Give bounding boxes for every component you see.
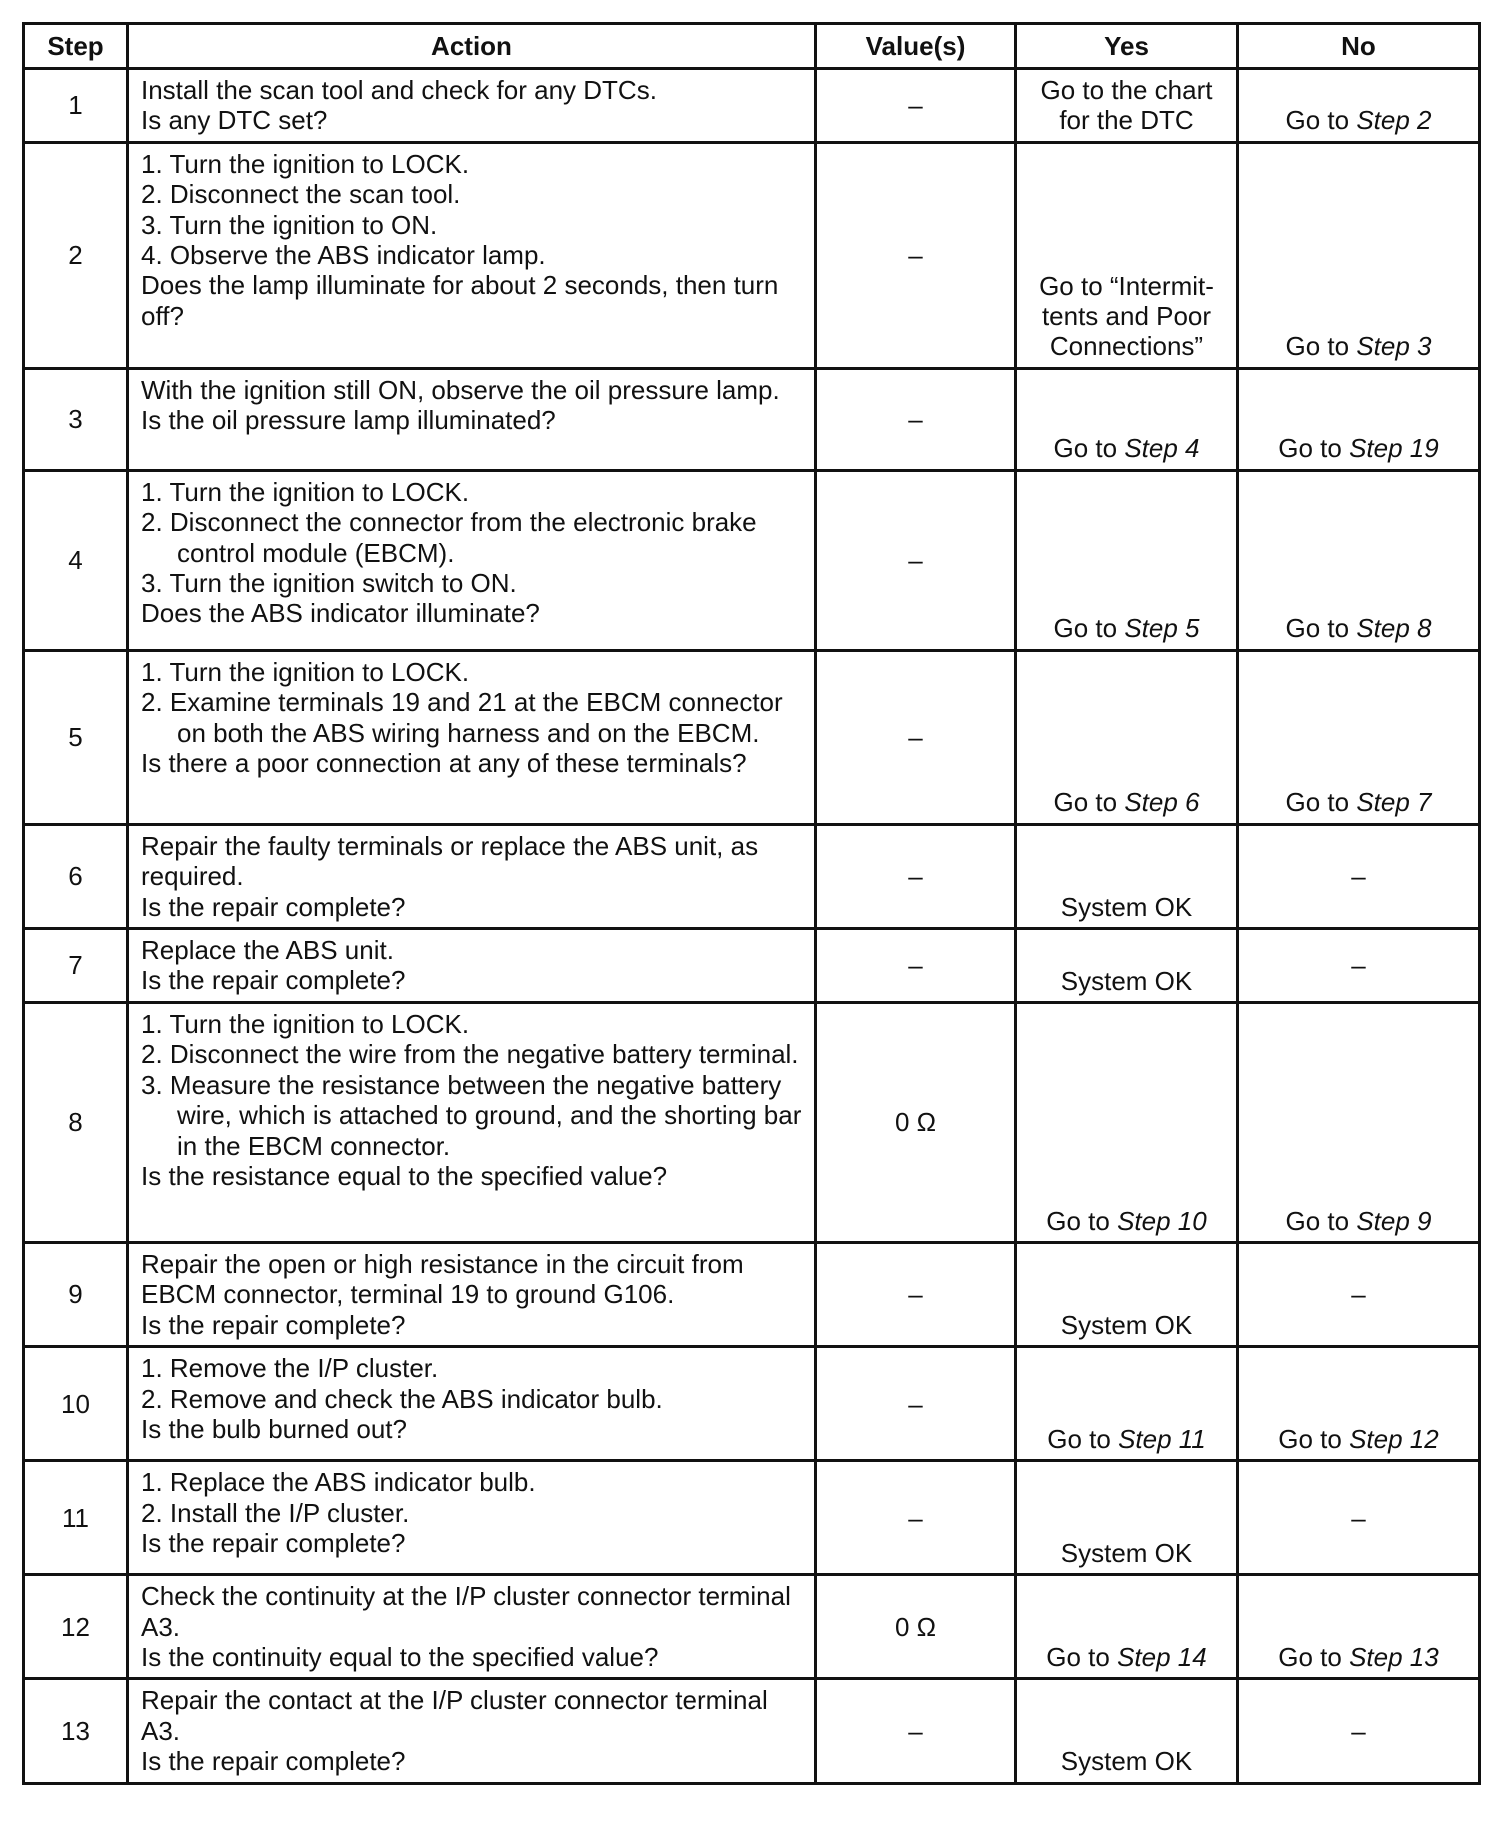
no-text: Go to (1278, 1423, 1350, 1454)
yes-text: Go to the chart for the DTC (1040, 75, 1220, 136)
action-text: Is the repair complete? (141, 1746, 406, 1777)
yes-step-link: Step 6 (1124, 787, 1200, 818)
no-cell (1238, 1679, 1480, 1783)
diagnostic-table (22, 22, 1481, 1785)
value-cell: – (816, 824, 1016, 928)
action-list-item: 2. Disconnect the connector from the electronic brake control module (EBCM). (141, 507, 757, 568)
yes-step-link: Step 10 (1117, 1205, 1207, 1236)
yes-text: System OK (1060, 965, 1193, 996)
table-row (24, 142, 1480, 368)
step-number: 12 (24, 1575, 128, 1679)
action-cell (128, 650, 816, 824)
yes-cell (1016, 1575, 1238, 1679)
yes-text: Go to (1053, 433, 1125, 464)
table-row (24, 1003, 1480, 1243)
action-text: Is the repair complete? (141, 965, 406, 996)
value-cell: 0 Ω (816, 1003, 1016, 1243)
yes-text: Go to (1053, 787, 1125, 818)
step-number: 10 (24, 1347, 128, 1461)
column-header-no: No (1238, 24, 1480, 69)
yes-text: Go to (1053, 613, 1125, 644)
no-cell (1238, 1347, 1480, 1461)
no-cell (1238, 470, 1480, 650)
action-cell (128, 368, 816, 470)
action-list-item: 4. Observe the ABS indicator lamp. (141, 240, 546, 271)
action-cell (128, 929, 816, 1003)
diagnostic-page (22, 22, 1478, 1785)
action-text: Is the continuity equal to the specified value? (141, 1642, 659, 1673)
yes-text: System OK (1060, 1746, 1193, 1777)
table-row (24, 1347, 1480, 1461)
action-list-item: 1. Replace the ABS indicator bulb. (141, 1467, 536, 1498)
table-row (24, 1461, 1480, 1575)
table-row (24, 929, 1480, 1003)
yes-cell (1016, 1003, 1238, 1243)
column-header-yes: Yes (1016, 24, 1238, 69)
action-text: Is the oil pressure lamp illuminated? (141, 405, 556, 436)
yes-text: Go to “Intermit-tents and Poor Connections” (1039, 270, 1219, 362)
action-text: Repair the faulty terminals or replace the ABS unit, as required. (141, 830, 759, 892)
no-text: Go to (1285, 613, 1357, 644)
no-step-link: Step 8 (1356, 613, 1432, 644)
column-header-step: Step (24, 24, 128, 69)
no-cell (1238, 142, 1480, 368)
step-number: 2 (24, 142, 128, 368)
action-text: Is the resistance equal to the specified value? (141, 1161, 668, 1192)
value-cell: 0 Ω (816, 1575, 1016, 1679)
table-row (24, 368, 1480, 470)
action-cell (128, 1461, 816, 1575)
action-text: Does the lamp illuminate for about 2 seconds, then turn off? (141, 270, 779, 331)
yes-step-link: Step 11 (1118, 1423, 1206, 1454)
table-row (24, 1243, 1480, 1347)
action-cell (128, 1347, 816, 1461)
no-step-link: Step 9 (1356, 1205, 1432, 1236)
table-row (24, 824, 1480, 928)
value-cell: – (816, 1679, 1016, 1783)
step-number: 13 (24, 1679, 128, 1783)
action-list-item: 2. Disconnect the wire from the negative battery terminal. (141, 1039, 799, 1070)
action-cell (128, 1003, 816, 1243)
action-list-item: 3. Turn the ignition to ON. (141, 209, 438, 240)
action-list-item: 2. Install the I/P cluster. (141, 1497, 410, 1528)
column-header-values: Value(s) (816, 24, 1016, 69)
no-cell (1238, 929, 1480, 1003)
step-number: 4 (24, 470, 128, 650)
table-row (24, 1679, 1480, 1783)
step-number: 5 (24, 650, 128, 824)
yes-cell (1016, 1243, 1238, 1347)
action-text: Is the repair complete? (141, 1309, 406, 1340)
yes-text: Go to (1046, 1642, 1118, 1673)
step-number: 7 (24, 929, 128, 1003)
yes-text: System OK (1060, 1309, 1193, 1340)
action-text: Does the ABS indicator illuminate? (141, 598, 540, 629)
action-text: Replace the ABS unit. (141, 935, 394, 966)
no-cell (1238, 368, 1480, 470)
action-text: Is the bulb burned out? (141, 1414, 407, 1445)
yes-cell (1016, 929, 1238, 1003)
table-row (24, 470, 1480, 650)
no-step-link: Step 7 (1356, 787, 1432, 818)
action-list-item: 2. Disconnect the scan tool. (141, 179, 461, 210)
yes-cell (1016, 368, 1238, 470)
value-cell: – (816, 69, 1016, 143)
no-cell (1238, 1243, 1480, 1347)
table-body (24, 69, 1480, 1784)
no-cell (1238, 650, 1480, 824)
action-list-item: 3. Measure the resistance between the negative battery wire, which is attached to ground, and the shorting bar in the EBCM connector. (141, 1069, 802, 1161)
yes-cell (1016, 69, 1238, 143)
action-list-item: 1. Remove the I/P cluster. (141, 1353, 439, 1384)
action-list-item: 2. Examine terminals 19 and 21 at the EBCM connector on both the ABS wiring harness and on the EBCM. (141, 687, 783, 748)
no-text: – (1351, 861, 1366, 892)
yes-cell (1016, 142, 1238, 368)
no-cell (1238, 1575, 1480, 1679)
no-step-link: Step 12 (1349, 1423, 1439, 1454)
table-row (24, 69, 1480, 143)
no-cell (1238, 69, 1480, 143)
no-cell (1238, 1003, 1480, 1243)
no-step-link: Step 13 (1349, 1642, 1439, 1673)
table-row (24, 650, 1480, 824)
no-text: Go to (1285, 331, 1357, 362)
action-text: Check the continuity at the I/P cluster connector terminal A3. (141, 1581, 791, 1642)
value-cell: – (816, 929, 1016, 1003)
yes-text: System OK (1060, 891, 1193, 922)
yes-step-link: Step 5 (1124, 613, 1200, 644)
no-text: Go to (1285, 787, 1357, 818)
action-cell (128, 824, 816, 928)
yes-cell (1016, 1461, 1238, 1575)
action-text: Repair the contact at the I/P cluster connector terminal A3. (141, 1685, 768, 1746)
step-number: 9 (24, 1243, 128, 1347)
action-cell (128, 1679, 816, 1783)
yes-cell (1016, 470, 1238, 650)
no-text: Go to (1285, 105, 1357, 136)
action-list-item: 1. Turn the ignition to LOCK. (141, 1009, 470, 1040)
yes-cell (1016, 1347, 1238, 1461)
no-text: Go to (1278, 433, 1350, 464)
value-cell: – (816, 1347, 1016, 1461)
step-number: 6 (24, 824, 128, 928)
no-text: – (1351, 1715, 1366, 1746)
action-cell (128, 142, 816, 368)
value-cell: – (816, 1243, 1016, 1347)
action-text: With the ignition still ON, observe the oil pressure lamp. (141, 374, 780, 405)
yes-text: System OK (1060, 1537, 1193, 1568)
column-header-action: Action (128, 24, 816, 69)
action-text: Is any DTC set? (141, 105, 328, 136)
action-text: Repair the open or high resistance in the circuit from EBCM connector, terminal 19 to ground G106. (141, 1249, 744, 1310)
no-text: Go to (1285, 1205, 1357, 1236)
action-text: Install the scan tool and check for any DTCs. (141, 75, 657, 105)
value-cell: – (816, 1461, 1016, 1575)
no-cell (1238, 824, 1480, 928)
no-text: – (1351, 1279, 1366, 1310)
action-text: Is there a poor connection at any of these terminals? (141, 748, 747, 779)
step-number: 8 (24, 1003, 128, 1243)
action-cell (128, 470, 816, 650)
no-text: – (1351, 950, 1366, 981)
action-cell (128, 69, 816, 143)
value-cell: – (816, 368, 1016, 470)
yes-cell (1016, 824, 1238, 928)
action-cell (128, 1243, 816, 1347)
action-list-item: 3. Turn the ignition switch to ON. (141, 568, 517, 599)
no-text: Go to (1278, 1642, 1350, 1673)
value-cell: – (816, 650, 1016, 824)
no-step-link: Step 19 (1349, 433, 1439, 464)
value-cell: – (816, 470, 1016, 650)
step-number: 1 (24, 69, 128, 143)
step-number: 3 (24, 368, 128, 470)
yes-text: Go to (1046, 1205, 1118, 1236)
no-step-link: Step 3 (1356, 331, 1432, 362)
action-list-item: 1. Turn the ignition to LOCK. (141, 476, 470, 507)
yes-cell (1016, 1679, 1238, 1783)
action-cell (128, 1575, 816, 1679)
yes-cell (1016, 650, 1238, 824)
yes-step-link: Step 14 (1117, 1642, 1207, 1673)
table-header-row (24, 24, 1480, 69)
no-step-link: Step 2 (1356, 105, 1432, 136)
action-text: Is the repair complete? (141, 891, 406, 922)
no-cell (1238, 1461, 1480, 1575)
yes-text: Go to (1047, 1423, 1119, 1454)
action-list-item: 1. Turn the ignition to LOCK. (141, 148, 470, 179)
step-number: 11 (24, 1461, 128, 1575)
yes-step-link: Step 4 (1124, 433, 1200, 464)
no-text: – (1351, 1502, 1366, 1533)
table-row (24, 1575, 1480, 1679)
action-list-item: 2. Remove and check the ABS indicator bulb. (141, 1383, 663, 1414)
value-cell: – (816, 142, 1016, 368)
action-list-item: 1. Turn the ignition to LOCK. (141, 656, 470, 687)
action-text: Is the repair complete? (141, 1528, 406, 1559)
